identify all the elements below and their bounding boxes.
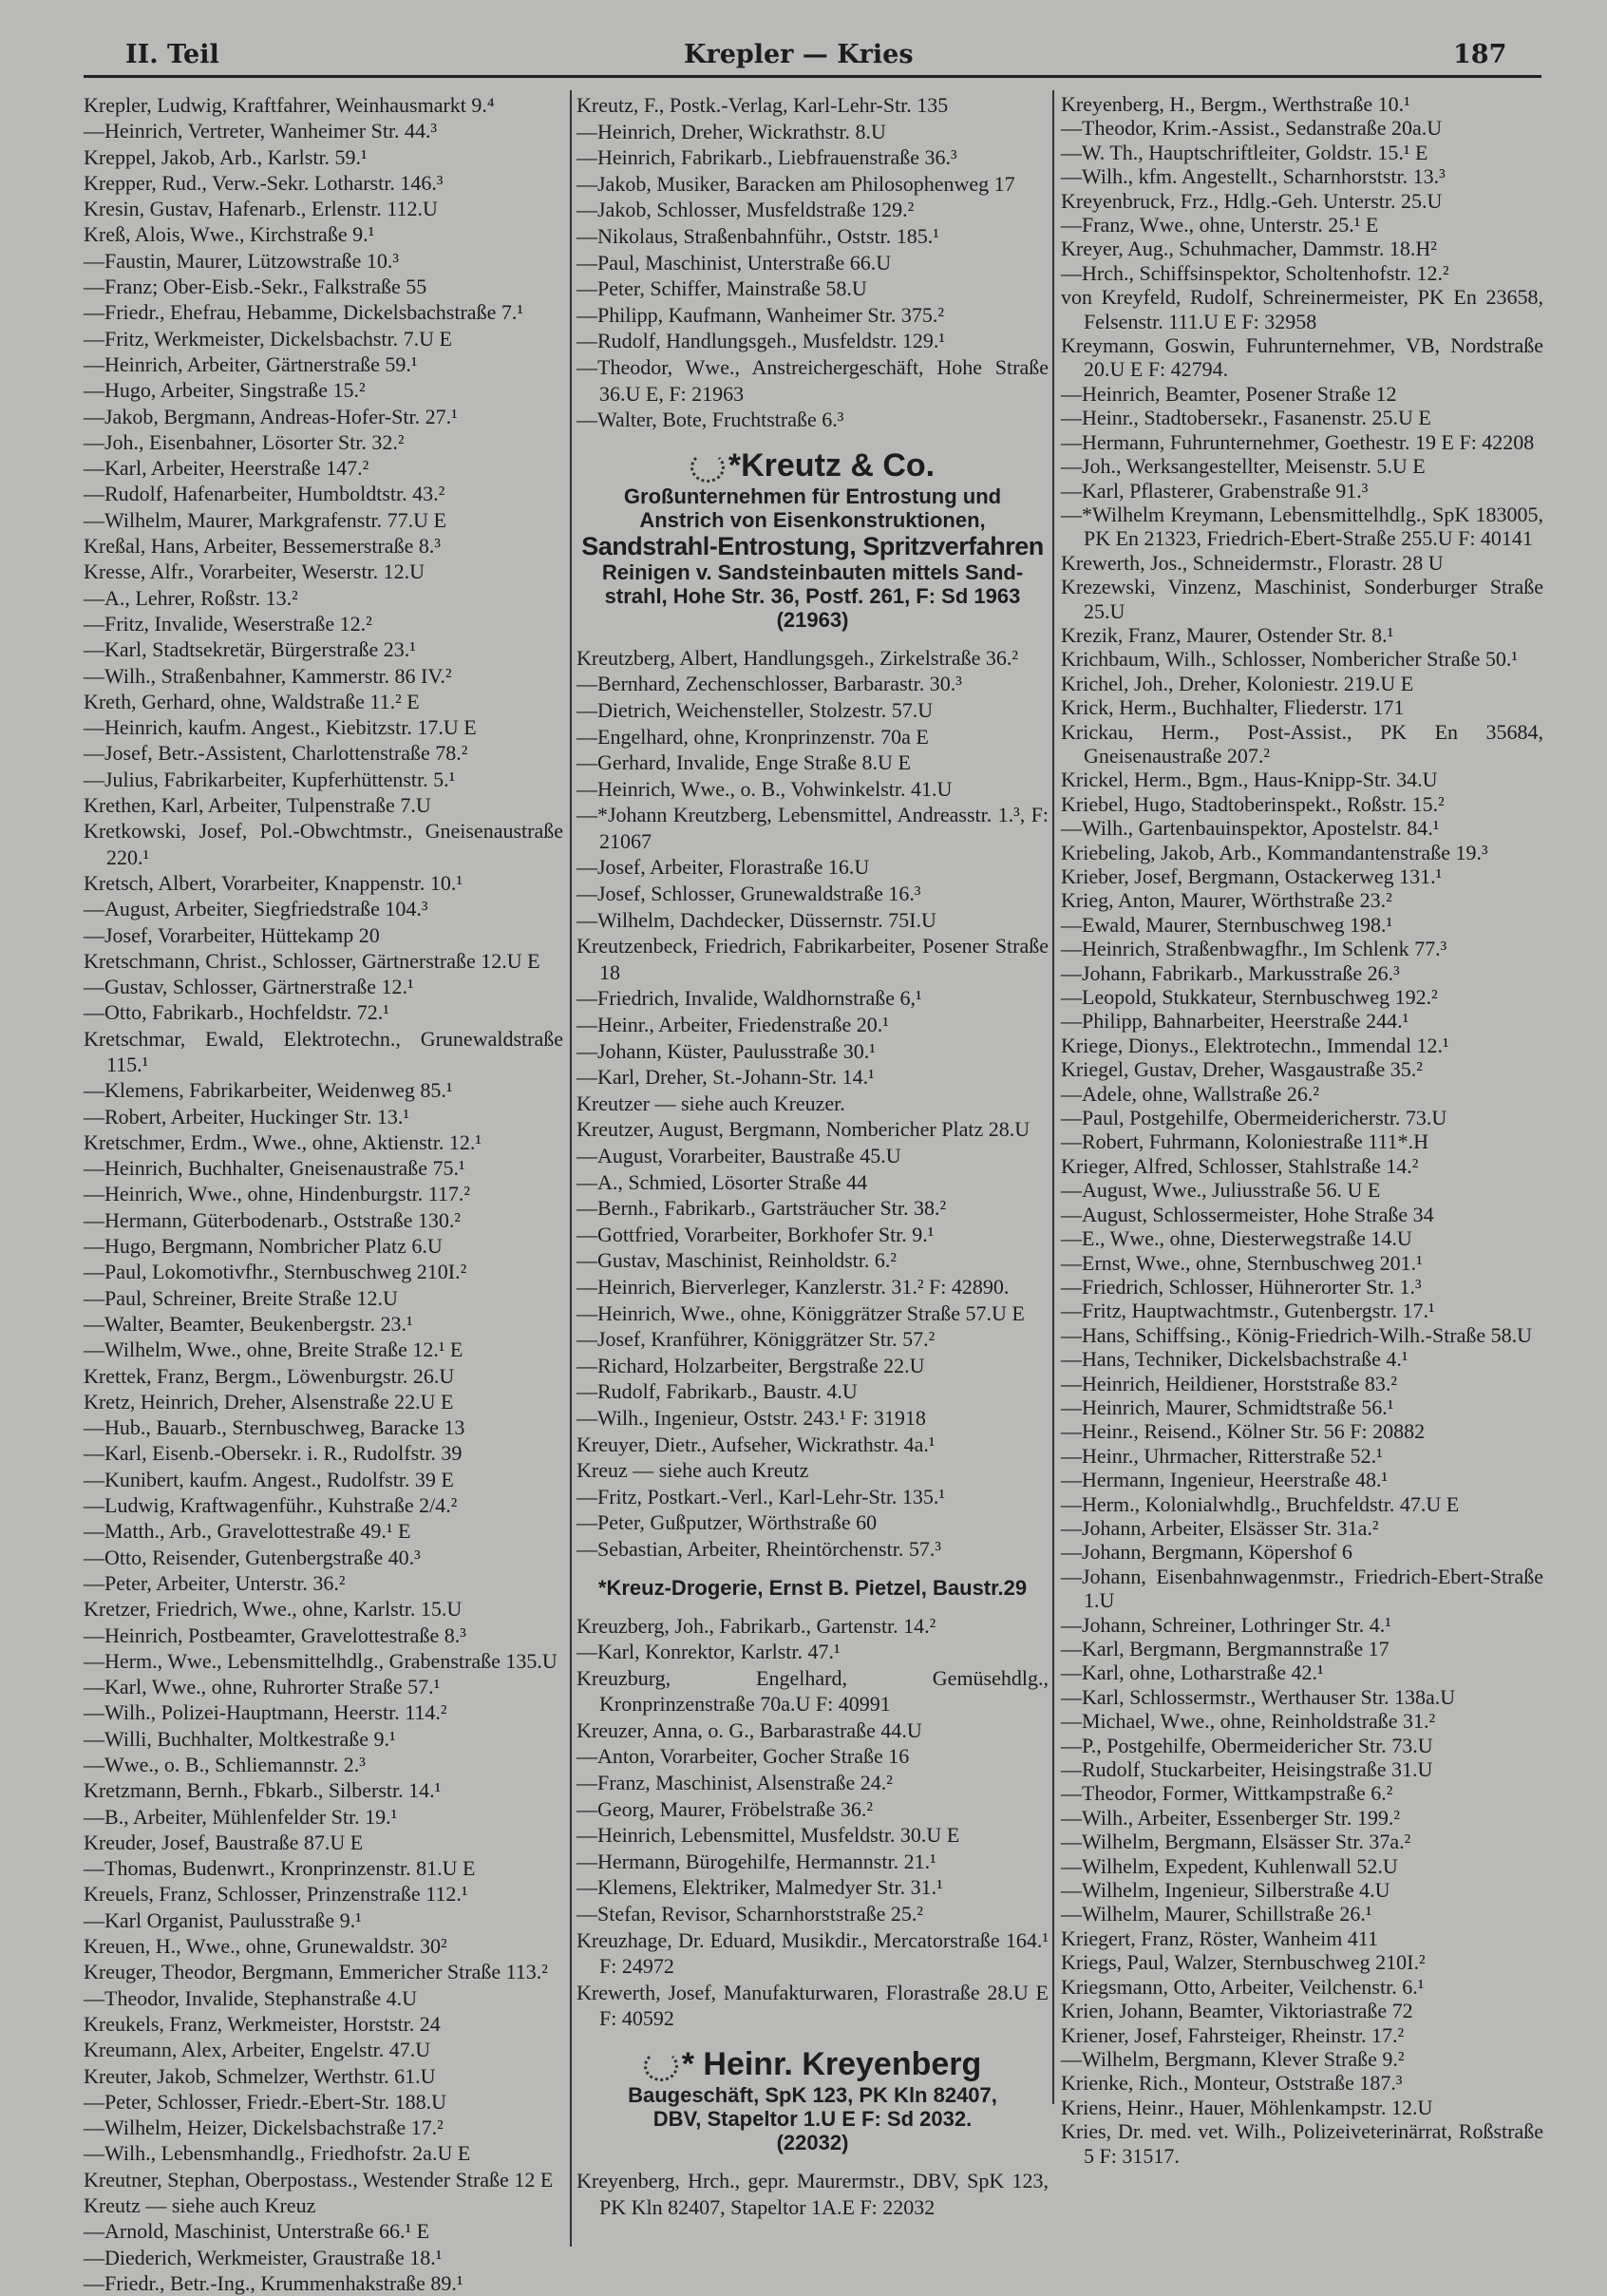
- directory-entry: —August, Arbeiter, Siegfriedstraße 104.³: [84, 897, 428, 921]
- directory-entry: Krezewski, Vinzenz, Maschinist, Sonderburger Straße 25.U: [1061, 575, 1543, 623]
- directory-entry: Kriebel, Hugo, Stadtoberinspekt., Roßstr. 15.²: [1061, 791, 1445, 816]
- wreath-icon: [690, 452, 725, 483]
- directory-entry: —E., Wwe., ohne, Diesterwegstraße 14.U: [1061, 1226, 1412, 1251]
- directory-entry: —Johann, Eisenbahnwagenmstr., Friedrich-Ebert-Straße 1.U: [1061, 1564, 1543, 1613]
- directory-entry: —Richard, Holzarbeiter, Bergstraße 22.U: [577, 1353, 925, 1377]
- part-label: II. Teil: [125, 40, 219, 69]
- directory-entry: —Wilhelm, Expedent, Kuhlenwall 52.U: [1061, 1853, 1398, 1878]
- directory-entry: Krettek, Franz, Bergm., Löwenburgstr. 26.U: [84, 1363, 455, 1388]
- directory-entry: Krickau, Herm., Post-Assist., PK En 35684, Gneisenaustraße 207.²: [1061, 719, 1543, 768]
- directory-entry: —Karl, Bergmann, Bergmannstraße 17: [1061, 1637, 1390, 1660]
- directory-entry: —A., Lehrer, Roßstr. 13.²: [84, 585, 298, 610]
- directory-entry: Krepler, Ludwig, Kraftfahrer, Weinhausmarkt 9.⁴: [84, 93, 495, 117]
- directory-entry: Krewerth, Josef, Manufakturwaren, Florastraße 28.U E F: 40592: [577, 1980, 1049, 2031]
- directory-entry: —Josef, Vorarbeiter, Hüttekamp 20: [84, 922, 380, 947]
- ad-title: [577, 446, 1049, 484]
- directory-entry: —Hans, Techniker, Dickelsbachstraße 4.¹: [1061, 1347, 1408, 1372]
- directory-entry: Kreuzer, Anna, o. G., Barbarastraße 44.U: [577, 1717, 922, 1742]
- directory-entry: —Karl Organist, Paulusstraße 9.¹: [84, 1907, 362, 1932]
- ad-line: Reinigen v. Sandsteinbauten mittels Sand-: [601, 560, 1024, 584]
- directory-column-2: [577, 92, 1049, 2220]
- directory-entry: —Ludwig, Kraftwagenführ., Kuhstraße 2/4.²: [84, 1493, 458, 1518]
- directory-entry: —Heinrich, Wwe., ohne, Hindenburgstr. 117.²: [84, 1182, 471, 1206]
- directory-entry: Kresin, Gustav, Hafenarb., Erlenstr. 112.U: [84, 197, 438, 221]
- directory-entry: Kreyer, Aug., Schuhmacher, Dammstr. 18.H²: [1061, 237, 1437, 261]
- directory-entry: —Hugo, Arbeiter, Singstraße 15.²: [84, 378, 366, 403]
- directory-entry: —Herm., Wwe., Lebensmittelhdlg., Grabenstraße 135.U: [84, 1648, 558, 1673]
- directory-entry: —Walter, Beamter, Beukenbergstr. 23.¹: [84, 1311, 413, 1336]
- directory-entry: —Heinrich, Arbeiter, Gärtnerstraße 59.¹: [84, 351, 418, 376]
- directory-entry: —Klemens, Fabrikarbeiter, Weidenweg 85.¹: [84, 1078, 453, 1103]
- directory-entry: —Thomas, Budenwrt., Kronprinzenstr. 81.U E: [84, 1856, 476, 1881]
- directory-entry: —Friedr., Betr.-Ing., Krummenhakstraße 89.¹: [84, 2270, 463, 2295]
- directory-entry: Kreuzburg, Engelhard, Gemüsehdlg., Kronprinzenstraße 70a.U F: 40991: [577, 1665, 1049, 1717]
- directory-entry: —Matth., Arb., Gravelottestraße 49.¹ E: [84, 1519, 411, 1544]
- directory-entry: —Rudolf, Hafenarbeiter, Humboldtstr. 43.²: [84, 482, 445, 506]
- ad-headline: Sandstrahl-Entrostung, Spritzverfahren: [581, 531, 1044, 560]
- directory-entry: —Wilhelm, Ingenieur, Silberstraße 4.U: [1061, 1878, 1390, 1903]
- directory-entry: —Dietrich, Weichensteller, Stolzestr. 57.U: [577, 697, 934, 722]
- directory-entry: —Wilh., Straßenbahner, Kammerstr. 86 IV.²: [84, 663, 452, 688]
- directory-entry: —Theodor, Former, Wittkampstraße 6.²: [1061, 1781, 1393, 1806]
- directory-entry: —Rudolf, Stuckarbeiter, Heisingstraße 31.U: [1061, 1757, 1433, 1782]
- directory-entry: Kretschmar, Ewald, Elektrotechn., Grunewaldstraße 115.¹: [84, 1026, 563, 1076]
- ad-line: DBV, Stapeltor 1.U E F: Sd 2032.: [652, 2107, 973, 2131]
- directory-entry: —Heinrich, kaufm. Angest., Kiebitzstr. 17.U E: [84, 715, 477, 740]
- directory-entry: —Faustin, Maurer, Lützowstraße 10.³: [84, 248, 399, 273]
- directory-entry: —Philipp, Bahnarbeiter, Heerstraße 244.¹: [1061, 1009, 1409, 1034]
- directory-entry: Krepper, Rud., Verw.-Sekr. Lotharstr. 146.³: [84, 170, 444, 195]
- ad-line: Anstrich von Eisenkonstruktionen,: [639, 507, 986, 532]
- directory-entry: —Johann, Bergmann, Köpershof 6: [1061, 1540, 1352, 1565]
- directory-entry: Krieg, Anton, Maurer, Wörthstraße 23.²: [1061, 888, 1392, 913]
- directory-entry: Krick, Herm., Buchhalter, Fliederstr. 171: [1061, 695, 1405, 720]
- directory-entry: —Otto, Fabrikarb., Hochfeldstr. 72.¹: [84, 1000, 389, 1025]
- directory-entry: —Ernst, Wwe., ohne, Sternbuschweg 201.¹: [1061, 1250, 1423, 1275]
- directory-entry: —Friedr., Ehefrau, Hebamme, Dickelsbachstraße 7.¹: [84, 300, 523, 325]
- ad-line: Baugeschäft, SpK 123, PK Kln 82407,: [628, 2083, 997, 2107]
- directory-entry: Krewerth, Jos., Schneidermstr., Florastr. 28 U: [1061, 550, 1444, 575]
- directory-entry: —Klemens, Elektriker, Malmedyer Str. 31.¹: [577, 1875, 943, 1900]
- column-divider: [1052, 90, 1054, 2104]
- directory-entry: —Paul, Lokomotivfhr., Sternbuschweg 210I.²: [84, 1260, 467, 1284]
- wreath-icon: [644, 2051, 678, 2081]
- directory-entry: —Wilhelm, Maurer, Schillstraße 26.¹: [1061, 1902, 1372, 1926]
- directory-column-1: [84, 92, 563, 2296]
- directory-entry: —Karl, Stadtsekretär, Bürgerstraße 23.¹: [84, 637, 416, 662]
- directory-entry: Kriegel, Gustav, Dreher, Wasgaustraße 35.²: [1061, 1057, 1423, 1082]
- directory-entry: von Kreyfeld, Rudolf, Schreinermeister, PK En 23658, Felsenstr. 111.U E F: 32958: [1061, 285, 1543, 333]
- directory-entry: —Johann, Schreiner, Lothringer Str. 4.¹: [1061, 1612, 1391, 1637]
- directory-entry: Krichel, Joh., Dreher, Koloniestr. 219.U E: [1061, 671, 1414, 695]
- directory-entry: —Jakob, Bergmann, Andreas-Hofer-Str. 27.¹: [84, 404, 458, 428]
- directory-entry: —B., Arbeiter, Mühlenfelder Str. 19.¹: [84, 1804, 398, 1829]
- directory-entry: —Hrch., Schiffsinspektor, Scholtenhofstr. 12.²: [1061, 260, 1449, 285]
- ad-line: (21963): [776, 607, 849, 632]
- directory-entry: —Wilhelm, Wwe., ohne, Breite Straße 12.¹ E: [84, 1338, 463, 1362]
- directory-entry: —Georg, Maurer, Fröbelstraße 36.²: [577, 1796, 874, 1821]
- directory-entry: —Friedrich, Schlosser, Hühnerorter Str. 1.³: [1061, 1274, 1422, 1299]
- directory-entry: Krezik, Franz, Maurer, Ostender Str. 8.¹: [1061, 622, 1394, 647]
- directory-entry: —Josef, Schlosser, Grunewaldstraße 16.³: [577, 882, 921, 906]
- directory-entry: Kreutz, F., Postk.-Verlag, Karl-Lehr-Str. 135: [577, 93, 949, 117]
- directory-entry: —Bernh., Fabrikarb., Gartsträucher Str. 38.²: [577, 1196, 947, 1221]
- directory-entry: —Karl, ohne, Lotharstraße 42.¹: [1061, 1660, 1324, 1685]
- directory-entry: Krichbaum, Wilh., Schlosser, Nombericher Straße 50.¹: [1061, 647, 1518, 672]
- directory-entry: Kreth, Gerhard, ohne, Waldstraße 11.² E: [84, 689, 420, 713]
- directory-entry: Kriebeling, Jakob, Arb., Kommandantenstraße 19.³: [1061, 840, 1488, 864]
- directory-entry: —Theodor, Krim.-Assist., Sedanstraße 20a.U: [1061, 116, 1443, 141]
- directory-entry: Kreyenbruck, Frz., Hdlg.-Geh. Unterstr. 25.U: [1061, 188, 1443, 213]
- directory-entry: —Franz, Wwe., ohne, Unterstr. 25.¹ E: [1061, 213, 1379, 237]
- directory-entry: Kreßal, Hans, Arbeiter, Bessemerstraße 8.³: [84, 534, 441, 559]
- column-divider: [570, 90, 572, 2247]
- directory-entry: —Joh., Werksangestellter, Meisenstr. 5.U E: [1061, 454, 1426, 479]
- directory-entry: —Kunibert, kaufm. Angest., Rudolfstr. 39 E: [84, 1467, 454, 1491]
- directory-entry: —Adele, ohne, Wallstraße 26.²: [1061, 1081, 1320, 1106]
- directory-entry: —Gottfried, Vorarbeiter, Borkhofer Str. 9.¹: [577, 1222, 935, 1246]
- directory-entry: —Karl, Wwe., ohne, Ruhrorter Straße 57.¹: [84, 1675, 441, 1699]
- directory-entry: —Karl, Dreher, St.-Johann-Str. 14.¹: [577, 1065, 875, 1090]
- directory-entry: Kreukels, Franz, Werkmeister, Horststr. 24: [84, 2011, 441, 2036]
- directory-entry: —Rudolf, Handlungsgeh., Musfeldstr. 129.¹: [577, 329, 945, 353]
- ad-title-text: *Kreutz & Co.: [728, 446, 936, 484]
- directory-entry: —*Wilhelm Kreymann, Lebensmittelhdlg., SpK 183005, PK En 21323, Friedrich-Ebert-Straße 255.U F: 40141: [1061, 502, 1543, 551]
- directory-entry: —Heinrich, Vertreter, Wanheimer Str. 44.³: [84, 119, 438, 143]
- directory-entry: —Wilh., Ingenieur, Oststr. 243.¹ F: 31918: [577, 1405, 926, 1430]
- directory-entry: Kriegs, Paul, Walzer, Sternbuschweg 210I.²: [1061, 1950, 1426, 1975]
- directory-entry: —Hermann, Güterbodenarb., Oststraße 130.²: [84, 1207, 461, 1232]
- directory-entry: Kreppel, Jakob, Arb., Karlstr. 59.¹: [84, 144, 368, 169]
- directory-entry: Kreuger, Theodor, Bergmann, Emmericher Straße 113.²: [84, 1960, 548, 1984]
- directory-entry: Kreutzberg, Albert, Handlungsgeh., Zirkelstraße 36.²: [577, 645, 1019, 670]
- directory-entry: Krieber, Josef, Bergmann, Ostackerweg 131.¹: [1061, 864, 1443, 888]
- directory-entry: —Heinr., Reisend., Kölner Str. 56 F: 20882: [1061, 1419, 1426, 1444]
- ad-line: (22032): [776, 2131, 849, 2154]
- directory-entry: Kries, Dr. med. vet. Wilh., Polizeiveterinärrat, Roßstraße 5 F: 31517.: [1061, 2119, 1543, 2168]
- ad-line: *Kreuz-Drogerie, Ernst B. Pietzel, Baustr.29: [597, 1575, 1028, 1600]
- directory-entry: —Franz, Maschinist, Alsenstraße 24.²: [577, 1771, 893, 1795]
- directory-entry: —Leopold, Stukkateur, Sternbuschweg 192.²: [1061, 985, 1438, 1010]
- page-number: 187: [1453, 40, 1507, 69]
- directory-entry: Kreuz — siehe auch Kreutz: [577, 1458, 809, 1483]
- directory-entry: —Philipp, Kaufmann, Wanheimer Str. 375.²: [577, 302, 944, 327]
- directory-entry: Kretzer, Friedrich, Wwe., ohne, Karlstr. 15.U: [84, 1597, 463, 1622]
- directory-entry: —Bernhard, Zechenschlosser, Barbarastr. 30.³: [577, 672, 962, 696]
- directory-entry: —Johann, Küster, Paulusstraße 30.¹: [577, 1038, 876, 1063]
- directory-entry: —Walter, Bote, Fruchtstraße 6.³: [577, 408, 844, 432]
- directory-entry: —August, Vorarbeiter, Baustraße 45.U: [577, 1144, 901, 1167]
- directory-entry: —Heinrich, Wwe., o. B., Vohwinkelstr. 41.U: [577, 776, 953, 801]
- directory-entry: Kriegert, Franz, Röster, Wanheim 411: [1061, 1926, 1378, 1950]
- directory-entry: —Herm., Kolonialwhdlg., Bruchfeldstr. 47.U E: [1061, 1491, 1460, 1516]
- advertisement: [577, 2045, 1049, 2154]
- ad-line: Großunternehmen für Entrostung und: [623, 484, 1002, 508]
- directory-entry: Kreutzenbeck, Friedrich, Fabrikarbeiter, Posener Straße 18: [577, 934, 1049, 984]
- directory-entry: —Heinrich, Dreher, Wickrathstr. 8.U: [577, 119, 886, 143]
- directory-entry: —Gerhard, Invalide, Enge Straße 8.U E: [577, 750, 911, 775]
- directory-entry: —Karl, Konrektor, Karlstr. 47.¹: [577, 1640, 841, 1664]
- directory-entry: —Joh., Eisenbahner, Lösorter Str. 32.²: [84, 429, 405, 454]
- directory-entry: —Engelhard, ohne, Kronprinzenstr. 70a E: [577, 724, 929, 749]
- directory-entry: —Theodor, Invalide, Stephanstraße 4.U: [84, 1985, 418, 2010]
- directory-entry: Krethen, Karl, Arbeiter, Tulpenstraße 7.U: [84, 793, 431, 818]
- directory-entry: —Peter, Schlosser, Friedr.-Ebert-Str. 188.U: [84, 2089, 446, 2114]
- directory-entry: Kreyenberg, Hrch., gepr. Maurermstr., DBV, SpK 123, PK Kln 82407, Stapeltor 1A.E F: 22032: [577, 2169, 1049, 2219]
- directory-entry: Krickel, Herm., Bgm., Haus-Knipp-Str. 34.U: [1061, 768, 1438, 792]
- directory-entry: Kriens, Heinr., Hauer, Möhlenkampstr. 12.U: [1061, 2095, 1433, 2119]
- directory-entry: Krienke, Rich., Monteur, Oststraße 187.³: [1061, 2071, 1403, 2096]
- directory-entry: —Franz; Ober-Eisb.-Sekr., Falkstraße 55: [84, 275, 427, 299]
- directory-entry: —Rudolf, Fabrikarb., Baustr. 4.U: [577, 1379, 858, 1404]
- directory-entry: —Gustav, Schlosser, Gärtnerstraße 12.¹: [84, 975, 414, 999]
- directory-entry: —Friedrich, Invalide, Waldhornstraße 6,¹: [577, 986, 922, 1011]
- directory-entry: —Peter, Gußputzer, Wörthstraße 60: [577, 1510, 878, 1535]
- directory-entry: —Otto, Reisender, Gutenbergstraße 40.³: [84, 1545, 421, 1569]
- directory-entry: —Paul, Maschinist, Unterstraße 66.U: [577, 250, 892, 275]
- directory-entry: Kretzmann, Bernh., Fbkarb., Silberstr. 14.¹: [84, 1778, 442, 1803]
- directory-entry: —Hugo, Bergmann, Nombricher Platz 6.U: [84, 1234, 443, 1259]
- directory-entry: —Ewald, Maurer, Sternbuschweg 198.¹: [1061, 912, 1393, 937]
- directory-entry: —August, Wwe., Juliusstraße 56. U E: [1061, 1178, 1381, 1203]
- directory-entry: —Stefan, Revisor, Scharnhorststraße 25.²: [577, 1902, 923, 1926]
- directory-entry: Kreuzberg, Joh., Fabrikarb., Gartenstr. 14.²: [577, 1613, 936, 1638]
- directory-entry: —Wilhelm, Dachdecker, Düssernstr. 75I.U: [577, 907, 936, 932]
- directory-entry: Kreuter, Jakob, Schmelzer, Werthstr. 61.U: [84, 2063, 436, 2088]
- directory-entry: —Heinrich, Wwe., ohne, Königgrätzer Straße 57.U E: [577, 1300, 1025, 1325]
- directory-entry: —Wilhelm, Bergmann, Klever Straße 9.²: [1061, 2046, 1405, 2071]
- directory-entry: —Wwe., o. B., Schliemannstr. 2.³: [84, 1753, 366, 1776]
- directory-entry: Kreutzer, August, Bergmann, Nombericher Platz 28.U: [577, 1117, 1030, 1142]
- directory-entry: —Fritz, Postkart.-Verl., Karl-Lehr-Str. 135.¹: [577, 1484, 946, 1509]
- directory-entry: —Heinrich, Straßenbwagfhr., Im Schlenk 77.³: [1061, 937, 1447, 961]
- advertisement: [577, 446, 1049, 632]
- directory-entry: —Hans, Schiffsing., König-Friedrich-Wilh.-Straße 58.U: [1061, 1322, 1533, 1347]
- directory-entry: —Heinrich, Fabrikarb., Liebfrauenstraße 36.³: [577, 145, 957, 170]
- directory-entry: —Heinrich, Maurer, Schmidtstraße 56.¹: [1061, 1395, 1394, 1419]
- directory-entry: Kriege, Dionys., Elektrotechn., Immendal 12.¹: [1061, 1033, 1449, 1057]
- directory-entry: Kretschmer, Erdm., Wwe., ohne, Aktienstr. 12.¹: [84, 1129, 482, 1154]
- directory-entry: —Julius, Fabrikarbeiter, Kupferhüttenstr. 5.¹: [84, 767, 456, 791]
- directory-entry: —P., Postgehilfe, Obermeidericher Str. 73.U: [1061, 1733, 1433, 1757]
- directory-entry: —Wilh., kfm. Angestellt., Scharnhorststr. 13.³: [1061, 164, 1446, 189]
- directory-entry: —Peter, Arbeiter, Unterstr. 36.²: [84, 1570, 346, 1595]
- directory-entry: —Hermann, Fuhrunternehmer, Goethestr. 19 E F: 42208: [1061, 429, 1535, 454]
- directory-entry: Kreuder, Josef, Baustraße 87.U E: [84, 1830, 364, 1854]
- directory-entry: Kreutner, Stephan, Oberpostass., Westender Straße 12 E: [84, 2167, 554, 2192]
- directory-entry: Kreumann, Alex, Arbeiter, Engelstr. 47.U: [84, 2038, 431, 2062]
- directory-entry: —Arnold, Maschinist, Unterstraße 66.¹ E: [84, 2219, 430, 2244]
- directory-entry: —Heinrich, Heildiener, Horststraße 83.²: [1061, 1371, 1397, 1395]
- directory-entry: —Karl, Pflasterer, Grabenstraße 91.³: [1061, 478, 1369, 503]
- directory-entry: —Hermann, Ingenieur, Heerstraße 48.¹: [1061, 1468, 1389, 1492]
- directory-entry: —Karl, Schlossermstr., Werthauser Str. 138a.U: [1061, 1684, 1456, 1709]
- directory-entry: —Heinrich, Buchhalter, Gneisenaustraße 75.¹: [84, 1156, 465, 1181]
- directory-entry: —Wilhelm, Maurer, Markgrafenstr. 77.U E: [84, 507, 446, 532]
- directory-entry: —Robert, Arbeiter, Huckinger Str. 13.¹: [84, 1104, 409, 1129]
- directory-entry: —August, Schlossermeister, Hohe Straße 34: [1061, 1202, 1434, 1226]
- directory-entry: —Josef, Betr.-Assistent, Charlottenstraße 78.²: [84, 741, 468, 766]
- directory-entry: —A., Schmied, Lösorter Straße 44: [577, 1169, 868, 1194]
- directory-entry: Kreyenberg, H., Bergm., Werthstraße 10.¹: [1061, 92, 1410, 116]
- directory-entry: —Fritz, Hauptwachtmstr., Gutenbergstr. 17.¹: [1061, 1299, 1435, 1323]
- directory-entry: —Heinrich, Bierverleger, Kanzlerstr. 31.² F: 42890.: [577, 1274, 1010, 1299]
- directory-entry: —Fritz, Werkmeister, Dickelsbachstr. 7.U E: [84, 326, 452, 351]
- directory-entry: —Heinr., Uhrmacher, Ritterstraße 52.¹: [1061, 1443, 1383, 1468]
- directory-entry: —Gustav, Maschinist, Reinholdstr. 6.²: [577, 1248, 897, 1273]
- directory-entry: —Theodor, Wwe., Anstreichergeschäft, Hohe Straße 36.U E, F: 21963: [577, 354, 1049, 406]
- directory-entry: —Wilh., Arbeiter, Essenberger Str. 199.²: [1061, 1805, 1400, 1830]
- directory-entry: Kreymann, Goswin, Fuhrunternehmer, VB, Nordstraße 20.U E F: 42794.: [1061, 333, 1543, 382]
- advertisement: [577, 1576, 1049, 1600]
- ad-title-text: * Heinr. Kreyenberg: [681, 2046, 982, 2082]
- directory-entry: —Jakob, Musiker, Baracken am Philosophenweg 17: [577, 171, 1015, 196]
- directory-entry: —Paul, Schreiner, Breite Straße 12.U: [84, 1285, 398, 1310]
- directory-entry: Kretz, Heinrich, Dreher, Alsenstraße 22.U E: [84, 1389, 454, 1414]
- directory-entry: —Wilhelm, Bergmann, Elsässer Str. 37a.²: [1061, 1830, 1411, 1854]
- directory-entry: —Josef, Kranführer, Königgrätzer Str. 57.²: [577, 1327, 936, 1352]
- directory-entry: —Hub., Bauarb., Sternbuschweg, Baracke 13: [84, 1415, 465, 1440]
- directory-entry: Kretschmann, Christ., Schlosser, Gärtnerstraße 12.U E: [84, 948, 540, 973]
- directory-entry: —Anton, Vorarbeiter, Gocher Straße 16: [577, 1744, 910, 1769]
- directory-entry: Kreuen, H., Wwe., ohne, Grunewaldstr. 30²: [84, 1934, 447, 1959]
- directory-entry: —Robert, Fuhrmann, Koloniestraße 111*.H: [1061, 1129, 1428, 1154]
- directory-entry: Kreutz — siehe auch Kreuz: [84, 2193, 316, 2218]
- directory-entry: Kreuyer, Dietr., Aufseher, Wickrathstr. 4a.¹: [577, 1432, 936, 1456]
- directory-entry: —Diederich, Werkmeister, Graustraße 18.¹: [84, 2245, 443, 2269]
- ad-line: strahl, Hohe Str. 36, Postf. 261, F: Sd 1963: [604, 583, 1021, 608]
- directory-entry: —Johann, Fabrikarb., Markusstraße 26.³: [1061, 960, 1400, 985]
- directory-entry: —Hermann, Bürogehilfe, Hermannstr. 21.¹: [577, 1849, 936, 1873]
- directory-entry: Kretkowski, Josef, Pol.-Obwchtmstr., Gneisenaustraße 220.¹: [84, 819, 563, 869]
- directory-entry: —Jakob, Schlosser, Musfeldstraße 129.²: [577, 198, 915, 222]
- directory-entry: Kretsch, Albert, Vorarbeiter, Knappenstr. 10.¹: [84, 870, 463, 895]
- directory-entry: —Karl, Arbeiter, Heerstraße 147.²: [84, 456, 369, 481]
- directory-entry: —Wilh., Polizei-Hauptmann, Heerstr. 114.²: [84, 1700, 447, 1725]
- directory-entry: —Peter, Schiffer, Mainstraße 58.U: [577, 276, 867, 301]
- directory-entry: Kreß, Alois, Wwe., Kirchstraße 9.¹: [84, 222, 375, 247]
- directory-entry: Kreuzhage, Dr. Eduard, Musikdir., Mercatorstraße 164.¹ F: 24972: [577, 1927, 1049, 1979]
- directory-entry: —Heinrich, Lebensmittel, Musfeldstr. 30.U E: [577, 1823, 960, 1848]
- directory-entry: Kreutzer — siehe auch Kreuzer.: [577, 1091, 845, 1115]
- directory-entry: Kriegsmann, Otto, Arbeiter, Veilchenstr. 6.¹: [1061, 1974, 1425, 1999]
- directory-entry: —Heinr., Arbeiter, Friedenstraße 20.¹: [577, 1013, 889, 1037]
- directory-entry: Kresse, Alfr., Vorarbeiter, Weserstr. 12.U: [84, 560, 425, 584]
- directory-entry: —Heinr., Stadtobersekr., Fasanenstr. 25.U E: [1061, 406, 1431, 430]
- directory-entry: —Paul, Postgehilfe, Obermeidericherstr. 73.U: [1061, 1106, 1447, 1130]
- directory-entry: —Josef, Arbeiter, Florastraße 16.U: [577, 855, 870, 880]
- directory-entry: Krien, Johann, Beamter, Viktoriastraße 72: [1061, 1999, 1413, 2023]
- ad-title: [577, 2045, 1049, 2083]
- directory-column-3: [1061, 92, 1543, 2168]
- directory-entry: —Michael, Wwe., ohne, Reinholdstraße 31.²: [1061, 1709, 1436, 1734]
- directory-entry: —Nikolaus, Straßenbahnführ., Oststr. 185.¹: [577, 223, 939, 248]
- header-rule: [84, 75, 1541, 78]
- directory-entry: —Wilh., Lebensmhandlg., Friedhofstr. 2a.U E: [84, 2141, 471, 2166]
- directory-entry: —*Johann Kreutzberg, Lebensmittel, Andreasstr. 1.³, F: 21067: [577, 803, 1049, 853]
- directory-entry: Kreuels, Franz, Schlosser, Prinzenstraße 112.¹: [84, 1882, 468, 1907]
- directory-entry: —Sebastian, Arbeiter, Rheintörchenstr. 57.³: [577, 1536, 941, 1561]
- directory-entry: —W. Th., Hauptschriftleiter, Goldstr. 15.¹ E: [1061, 140, 1428, 164]
- directory-entry: —Wilhelm, Heizer, Dickelsbachstraße 17.²: [84, 2116, 444, 2140]
- directory-entry: —Heinrich, Postbeamter, Gravelottestraße 8.³: [84, 1622, 466, 1647]
- directory-entry: Kriener, Josef, Fahrsteiger, Rheinstr. 17.²: [1061, 2022, 1405, 2047]
- directory-entry: —Karl, Eisenb.-Obersekr. i. R., Rudolfstr. 39: [84, 1441, 463, 1466]
- directory-entry: —Willi, Buchhalter, Moltkestraße 9.¹: [84, 1726, 396, 1751]
- directory-entry: —Wilh., Gartenbauinspektor, Apostelstr. 84.¹: [1061, 816, 1440, 841]
- directory-entry: —Fritz, Invalide, Weserstraße 12.²: [84, 611, 372, 636]
- running-head: Krepler — Kries: [684, 40, 914, 69]
- directory-entry: —Johann, Arbeiter, Elsässer Str. 31a.²: [1061, 1515, 1379, 1540]
- directory-entry: —Heinrich, Beamter, Posener Straße 12: [1061, 381, 1397, 406]
- directory-entry: Krieger, Alfred, Schlosser, Stahlstraße 14.²: [1061, 1153, 1419, 1178]
